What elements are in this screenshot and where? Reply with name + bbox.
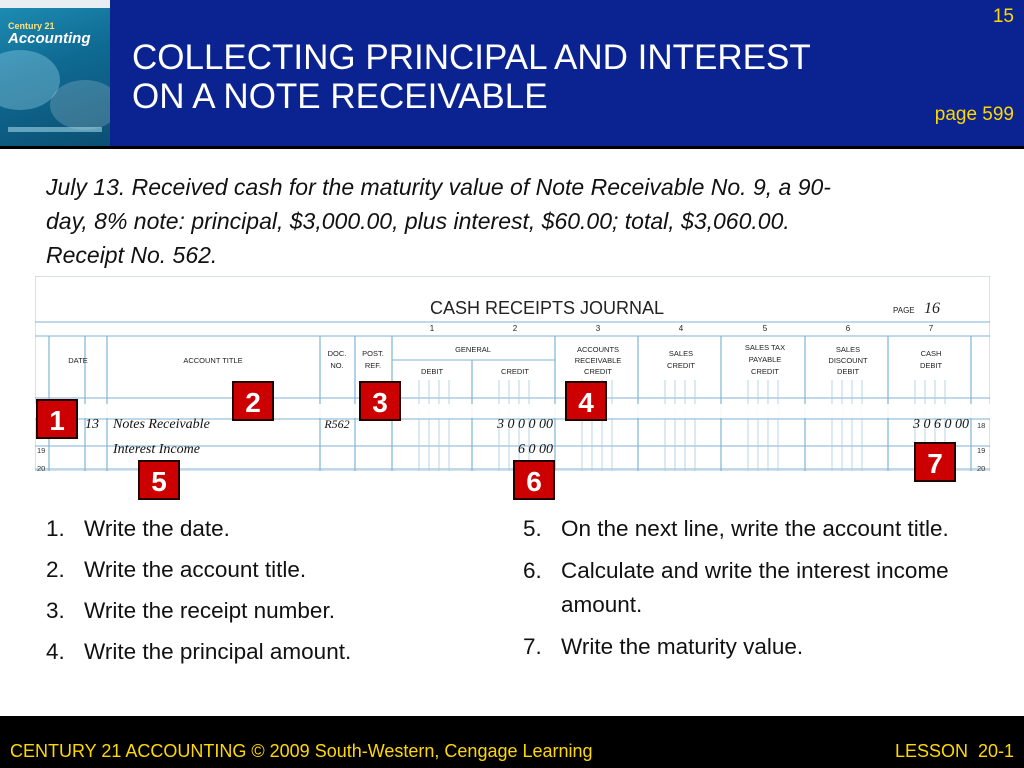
slide-title: COLLECTING PRINCIPAL AND INTEREST ON A NOTE RECEIVABLE [132, 38, 811, 116]
header-cash-debit: CASH [920, 349, 942, 358]
step-badge-2: 2 [232, 381, 274, 421]
title-divider [0, 146, 1024, 149]
journal-page-label: PAGE [893, 306, 915, 315]
header-doc-no: DOC. [327, 349, 347, 358]
header-cash-debit: DEBIT [919, 361, 943, 370]
header-sales-tax-payable: PAYABLE [748, 355, 782, 364]
slide-number: 15 [992, 6, 1014, 27]
row-general-credit: 6 0 00 [518, 442, 553, 457]
step-badge-1: 1 [36, 399, 78, 439]
line-number-left: 19 [37, 446, 46, 455]
header-sales-credit: CREDIT [667, 361, 695, 370]
step-item: 3. Write the receipt number. [46, 598, 335, 623]
step-badge-5: 5 [138, 460, 180, 500]
cover-bar [8, 127, 102, 132]
row-account-title: Interest Income [113, 442, 200, 457]
page-reference: page 599 [934, 104, 1014, 125]
header-accounts-receivable: CREDIT [584, 367, 612, 376]
row-general-credit: 3 0 0 0 00 [497, 417, 553, 432]
header-sales-discount: DEBIT [836, 367, 860, 376]
highlight-band [35, 404, 990, 418]
steps-list-right [523, 512, 983, 672]
line-number-right: 18 [977, 421, 986, 430]
header-general: GENERAL [455, 345, 491, 354]
header-sales-tax-payable: CREDIT [751, 367, 779, 376]
step-item: 7. Write the maturity value. [523, 634, 804, 659]
step-item: 1. Write the date. [46, 516, 230, 541]
step-item: 5. On the next line, write the account title. [523, 516, 949, 541]
row-account-title: Notes Receivable [113, 417, 210, 432]
header-general-debit: DEBIT [420, 367, 444, 376]
step-badge-3: 3 [359, 381, 401, 421]
header-accounts-receivable: ACCOUNTS [576, 345, 620, 354]
row-doc-no: R562 [324, 417, 350, 431]
step-item: 2. Write the account title. [46, 557, 307, 582]
column-number: 2 [512, 324, 518, 333]
journal-form [35, 276, 990, 471]
header-post-ref: POST. [362, 349, 384, 358]
header-post-ref: REF. [364, 361, 382, 370]
header-sales-discount: SALES [835, 345, 861, 354]
header-sales-tax-payable: SALES TAX [744, 343, 786, 352]
transaction-description: July 13. Received cash for the maturity value of Note Receivable No. 9, a 90-day, 8% note: principal, $3,000.00, plus interest, $60.00; total, $3,060.00. Receipt No. 562. [46, 174, 831, 268]
step-item: 4. Write the principal amount. [46, 639, 352, 664]
textbook-cover-image [0, 0, 110, 146]
journal-page-number: 16 [924, 300, 940, 317]
step-item: 6. Calculate and write the interest income amount. [523, 558, 949, 617]
footer-lesson: LESSON 20-1 [894, 741, 1014, 761]
column-number: 5 [762, 324, 768, 333]
row-day: 13 [85, 417, 99, 432]
footer-copyright: CENTURY 21 ACCOUNTING © 2009 South-Western, Cengage Learning [10, 741, 593, 761]
header-sales-discount: DISCOUNT [828, 356, 868, 365]
header-doc-no: NO. [330, 361, 344, 370]
line-number-left: 20 [37, 464, 46, 471]
row-cash-debit: 3 0 6 0 00 [913, 417, 969, 432]
line-number-right: 20 [977, 464, 986, 471]
journal-title: CASH RECEIPTS JOURNAL [430, 298, 665, 318]
cover-swirl [50, 80, 110, 130]
cover-strip [0, 0, 110, 8]
column-number: 6 [845, 324, 851, 333]
cash-receipts-journal [35, 276, 990, 471]
column-number: 3 [595, 324, 601, 333]
step-badge-7: 7 [914, 442, 956, 482]
cover-title: Century 21 Accounting [8, 21, 91, 48]
header-general-credit: CREDIT [501, 367, 529, 376]
step-badge-4: 4 [565, 381, 607, 421]
header-account-title: ACCOUNT TITLE [183, 356, 243, 365]
header-date: DATE [68, 356, 88, 365]
footer-bar [0, 716, 1024, 768]
column-number: 1 [429, 324, 435, 333]
steps-list-left [46, 512, 486, 676]
line-number-right: 19 [977, 446, 986, 455]
step-badge-6: 6 [513, 460, 555, 500]
column-number: 4 [678, 324, 684, 333]
column-number: 7 [928, 324, 934, 333]
header-sales-credit: SALES [668, 349, 694, 358]
header-accounts-receivable: RECEIVABLE [574, 356, 622, 365]
